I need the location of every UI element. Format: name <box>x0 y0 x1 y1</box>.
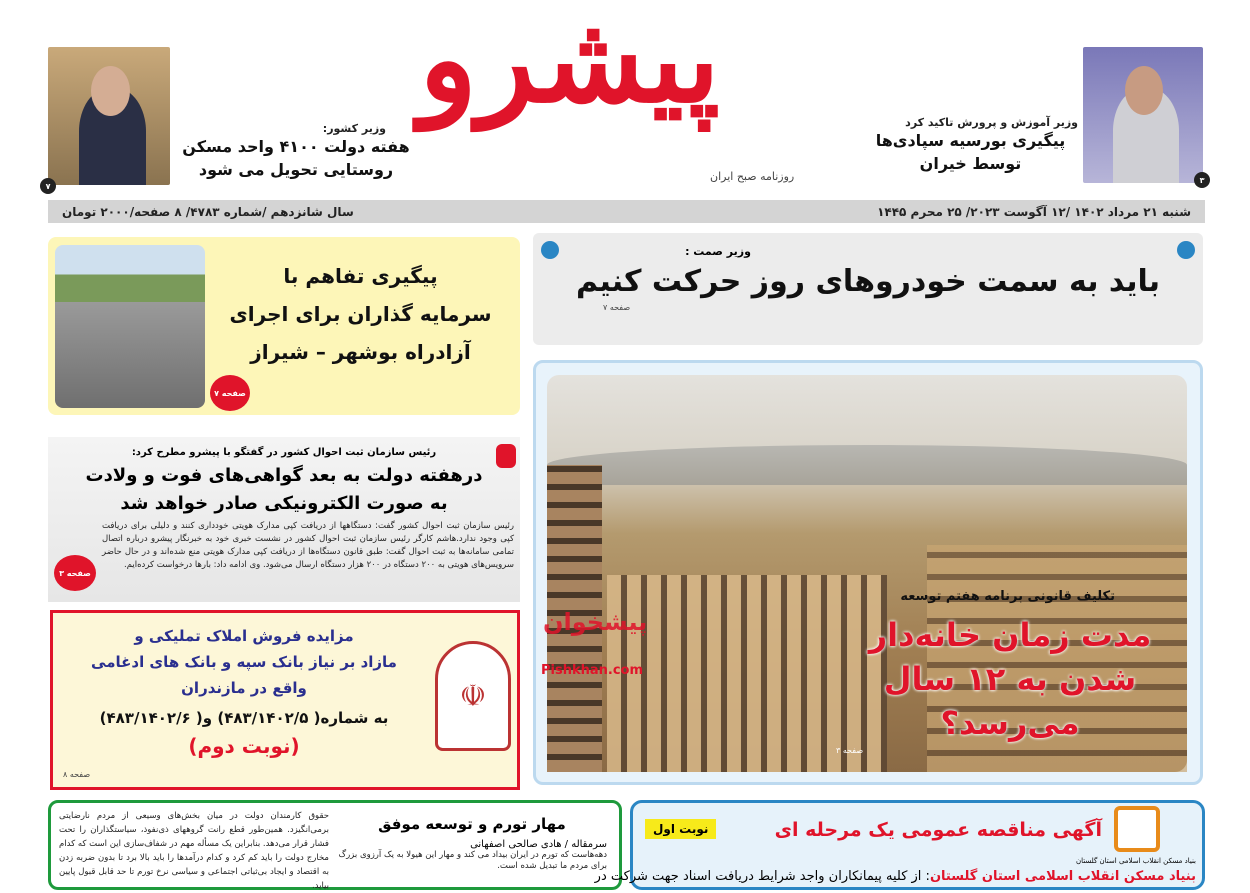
minister-photo <box>1083 47 1203 183</box>
highway-photo <box>55 245 205 408</box>
org-name: بنیاد مسکن انقلاب اسلامی استان گلستان <box>1076 857 1196 865</box>
housing-foundation-logo <box>1114 806 1160 852</box>
registry-story[interactable] <box>48 437 520 602</box>
kicker: تکلیف قانونی برنامه هفتم توسعه <box>900 589 1115 604</box>
editorial-title: مهار تورم و توسعه موفق <box>378 815 566 833</box>
headline: سرمایه گذاران برای اجرای <box>229 302 492 326</box>
newspaper-subtitle: روزنامه صبح ایران <box>710 170 795 183</box>
headline: توسط خیران <box>919 154 1022 173</box>
date-bar <box>48 200 1205 223</box>
headline: پیگیری تفاهم با <box>283 264 438 288</box>
watermark: پیشخوان <box>543 608 648 636</box>
page-ref: صفحه ۳ <box>836 746 864 755</box>
auction-ad[interactable] <box>50 610 520 790</box>
top-story[interactable] <box>533 233 1203 345</box>
headline: درهفته دولت به بعد گواهی‌های فوت و ولادت <box>85 465 483 486</box>
newspaper-logo: پیشرو <box>419 0 720 130</box>
headline: شدن به ۱۲ سال <box>883 660 1137 698</box>
page-badge: ۳ <box>1194 172 1210 188</box>
tender-title: آگهی مناقصه عمومی یک مرحله ای <box>774 819 1102 841</box>
byline: سرمقاله / هادی صالحی اصفهانی <box>470 839 607 850</box>
headline: می‌رسد؟ <box>940 704 1080 742</box>
headline: باید به سمت خودروهای روز حرکت کنیم <box>575 264 1161 299</box>
kicker: وزیر آموزش و پرورش تاکید کرد <box>905 116 1078 129</box>
page-badge: صفحه ۳ <box>54 555 96 591</box>
headline: هفته دولت ۴۱۰۰ واحد مسکن <box>182 137 410 156</box>
body-lead: بنیاد مسکن انقلاب اسلامی استان گلستان <box>929 869 1196 884</box>
editorial-body: دهه‌هاست که تورم در ایران بیداد می کند و مهار این هیولا به یک آرزوی بزرگ برای مردم ما تبدیل شده است. <box>338 850 607 871</box>
issue-info: سال شانزدهم /شماره ۴۷۸۳/ ۸ صفحه/۲۰۰۰ تومان <box>62 204 354 219</box>
page-badge: صفحه ۷ <box>210 375 250 411</box>
headline: روستایی تحویل می شود <box>198 160 394 179</box>
ad-round: (نوبت دوم) <box>188 734 300 758</box>
kicker: وزیر صمت : <box>685 245 751 258</box>
headline: به صورت الکترونیکی صادر خواهد شد <box>120 493 448 514</box>
editorial[interactable] <box>48 800 622 890</box>
teaser-right[interactable] <box>863 116 1078 175</box>
article-body: رئیس سازمان ثبت احوال کشور گفت: دستگاهها از دریافت کپی مدارک هویتی خودداری کنند و دلیلی برای دریافت کپی وجود ندارد.هاشم کارگر رئیس سازمان ثبت احوال کشور در نشست خبری خود به خبرنگار پیشرو درباره اتصال تمامی سامانه‌ها به ثبت احوال گفت: طبق قانون دستگاه‌ها از دریافت کپی مدارک هویتی منع شده‌اند و در حال حاضر سرویس‌های هویتی به ۲۰۰ دستگاه در ۲۰۰ هزار دستگاه ارسال می‌شود. وی ادامه داد: بارها درخواست کرده‌ایم. <box>102 521 514 570</box>
ad-line: مازاد بر نیاز بانک سپه و بانک های ادغامی <box>91 653 397 671</box>
kicker: وزیر کشور: <box>322 122 386 135</box>
tender-body: از کلیه پیمانکاران واجد شرایط دریافت اسناد جهت شرکت در <box>594 869 922 884</box>
tender-ad[interactable]: آگهی مناقصه عمومی یک مرحله ای نوبت اول بنیاد مسکن انقلاب اسلامی استان گلستان بنیاد مسکن انقلاب اسلامی استان گلستان: از کلیه پیمانکاران واجد شرایط دریافت اسناد جهت شرکت در <box>630 800 1205 890</box>
ad-line: واقع در مازندران <box>181 679 307 697</box>
bank-sepah-logo: ☫ <box>435 641 511 751</box>
headline: آزادراه بوشهر – شیراز <box>250 340 471 364</box>
ad-numbers: به شماره( ۴۸۳/۱۴۰۲/۵) و( ۴۸۳/۱۴۰۲/۶) <box>99 709 389 727</box>
teaser-left[interactable] <box>176 122 416 181</box>
page-ref: صفحه ۸ <box>63 770 91 779</box>
editorial-side-body: حقوق کارمندان دولت در میان بخش‌های وسیعی از مردم نارضایتی برمی‌انگیزد. همین‌طور قطع رانت گروههای ذی‌نفوذ، سیاستگذاران را تحت فشار قرار می‌دهد. بنابراین یک مسأله مهم در شفاف‌سازی این است که کدام مخارج دولت را باید کم کرد و کدام درآمدها را باید بالا برد تا بدون ضربه زدن به اقتصاد و ایجاد بی‌ثباتی اجتماعی و سیاسی نرخ تورم تا حد قابل قبول پایین بیاید. <box>59 811 329 891</box>
page-ref: صفحه ۷ <box>603 303 631 312</box>
watermark-url: Pishkhan.com <box>541 663 644 678</box>
page-badge: ۷ <box>40 178 56 194</box>
date: شنبه ۲۱ مرداد ۱۴۰۲ /۱۲ آگوست ۲۰۲۳/ ۲۵ محرم ۱۴۴۵ <box>877 204 1191 219</box>
headline: پیگیری بورسیه سپادی‌ها <box>875 131 1066 150</box>
road-story[interactable] <box>48 237 520 415</box>
kicker: رئیس سازمان ثبت احوال کشور در گفتگو با پیشرو مطرح کرد: <box>131 447 437 458</box>
headline: مدت زمان خانه‌دار <box>868 616 1152 654</box>
ad-line: مزایده فروش املاک تملیکی و <box>134 627 354 645</box>
main-story[interactable] <box>533 360 1203 785</box>
interior-minister-photo <box>48 47 170 185</box>
round-badge: نوبت اول <box>645 819 716 839</box>
